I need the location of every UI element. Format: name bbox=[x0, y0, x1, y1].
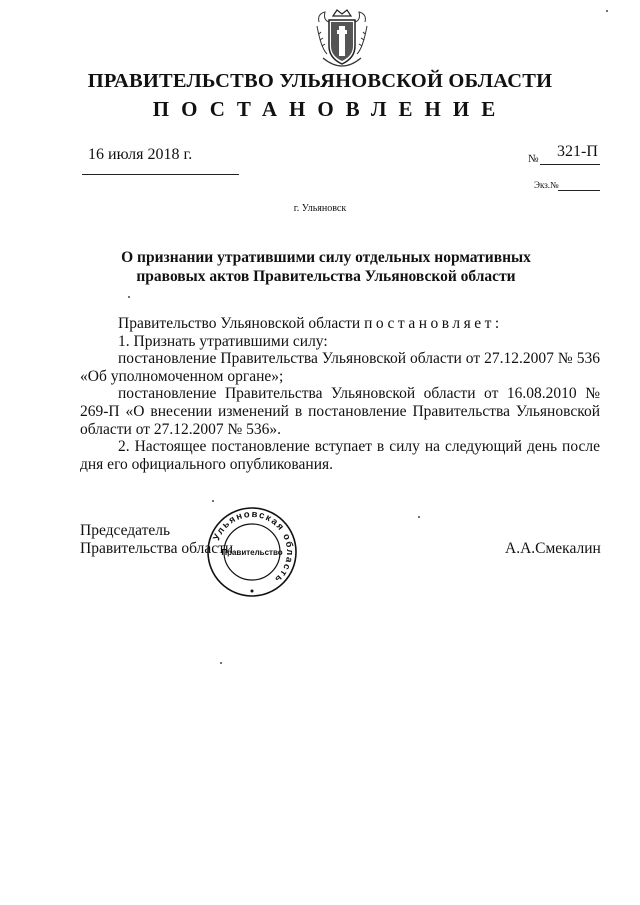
signatory-title-line-1: Председатель bbox=[80, 522, 171, 539]
copy-number-underline bbox=[558, 190, 600, 191]
scan-speck bbox=[212, 500, 214, 502]
act-1: постановление Правительства Ульяновской области от 27.12.2007 № 536 «Об уполномоченном органе»; bbox=[80, 350, 600, 385]
item-2: 2. Настоящее постановление вступает в силу на следующий день после дня его официального опубликования. bbox=[80, 438, 600, 473]
city: г. Ульяновск bbox=[293, 203, 347, 214]
scan-speck bbox=[128, 296, 130, 298]
scan-speck bbox=[418, 516, 420, 518]
subject-line-1: О признании утратившими силу отдельных нормативных bbox=[121, 249, 531, 266]
number-underline bbox=[540, 164, 600, 165]
scan-speck bbox=[220, 662, 222, 664]
document-type: ПОСТАНОВЛЕНИЕ bbox=[152, 97, 508, 121]
seal-outer-text: Ульяновская область bbox=[211, 508, 296, 586]
subject-line-2: правовых актов Правительства Ульяновской области bbox=[136, 268, 516, 285]
official-seal bbox=[205, 505, 299, 599]
decrees-word: постановляет: bbox=[364, 315, 503, 332]
signatory-name: А.А.Смекалин bbox=[505, 540, 601, 557]
number-label: № bbox=[528, 153, 539, 165]
date-underline bbox=[82, 174, 239, 175]
act-2: постановление Правительства Ульяновской области от 16.08.2010 № 269-П «О внесении изменений в постановление Правительства Ульяновской области от 27.12.2007 № 536». bbox=[80, 385, 600, 438]
intro-prefix: Правительство Ульяновской области bbox=[118, 315, 365, 332]
copy-number-label: Экз.№ bbox=[534, 180, 559, 190]
item-1: 1. Признать утратившими силу: bbox=[118, 332, 328, 350]
signatory-title-line-2: Правительства области bbox=[80, 539, 234, 557]
intro-paragraph bbox=[80, 315, 600, 333]
coat-of-arms-icon bbox=[313, 8, 371, 72]
decree-number: 321-П bbox=[557, 143, 598, 160]
decree-body bbox=[80, 315, 600, 473]
decree-date: 16 июля 2018 г. bbox=[88, 146, 193, 163]
government-title: ПРАВИТЕЛЬСТВО УЛЬЯНОВСКОЙ ОБЛАСТИ bbox=[87, 70, 553, 92]
scan-speck bbox=[606, 10, 608, 12]
decree-subject bbox=[100, 248, 552, 286]
seal-center-text: Правительство bbox=[221, 548, 283, 557]
